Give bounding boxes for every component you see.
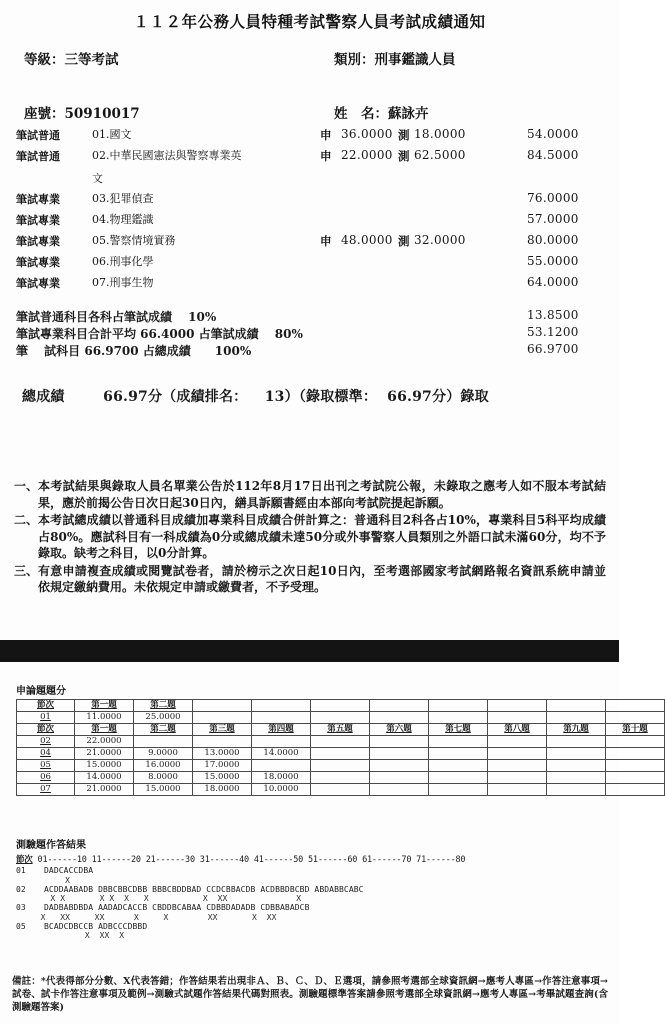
essay-table-cell: [547, 712, 606, 724]
essay-table-cell: [547, 772, 606, 784]
essay-table-cell: 22.0000: [75, 736, 134, 748]
subject-total: 64.0000: [527, 275, 579, 289]
essay-table-cell: 15.0000: [193, 772, 252, 784]
essay-table-cell: [547, 784, 606, 796]
mc-question-ruler: [16, 853, 606, 865]
summary-row: [0, 325, 619, 342]
seat-number-label: 座號：50910017: [24, 106, 140, 122]
summary-list: [0, 308, 619, 359]
essay-table-header-cell: 第八題: [488, 724, 547, 736]
mc-answer-row: [16, 885, 606, 904]
summary-row: [0, 342, 619, 359]
essay-table-header-cell: 第六題: [370, 724, 429, 736]
essay-table-cell: [606, 772, 665, 784]
essay-table-cell: 14.0000: [252, 748, 311, 760]
mc-answer-string: 03 DADBABDBDA AADADCACCB CBDDBCABAA CDBBDADADB CDBBABADCB: [16, 903, 310, 912]
essay-table-cell: [370, 772, 429, 784]
essay-table-header-cell: 第十題: [606, 724, 665, 736]
subject-category: 筆試普通: [16, 129, 60, 142]
essay-score: 48.0000: [341, 233, 393, 247]
essay-table-cell: [606, 736, 665, 748]
essay-table-cell: 21.0000: [75, 748, 134, 760]
mc-answer-row: [16, 866, 606, 885]
mc-ruler-label: 節次: [16, 855, 33, 865]
subject-name: 04.物理鑑識: [92, 213, 154, 226]
essay-score: 22.0000: [341, 148, 393, 162]
essay-table-cell: [311, 736, 370, 748]
note-number: 二、: [14, 513, 39, 527]
subject-total: 80.0000: [527, 233, 579, 247]
note-item: [14, 563, 606, 596]
mc-answer-string: 02 ACDDAABADB DBBCBBCDBB BBBCBDDBAD CCDCBBACDB ACDBBDBCBD ABDABBCABC: [16, 884, 364, 894]
mc-wrong-marks: X XX X: [16, 931, 125, 940]
essay-table-header-cell: [193, 700, 252, 712]
subject-row: [0, 232, 619, 253]
summary-value: 66.9700: [527, 342, 579, 356]
note-item: [14, 512, 606, 562]
subject-name-continuation: 文: [92, 172, 103, 185]
essay-table-cell: [547, 760, 606, 772]
essay-table-cell: [606, 784, 665, 796]
table-row: [17, 772, 665, 784]
essay-table-header-cell: 第二題: [134, 700, 193, 712]
table-row: [17, 748, 665, 760]
footer-remark: 備註：*代表得部分分數、X代表答錯；作答結果若出現非Ａ、Ｂ、Ｃ、Ｄ、Ｅ選項，請參照考選部全球資訊網→應考人專區→作答注意事項→試卷、試卡作答注意事項及範例→測驗式試題作答結果代碼對照表。測驗題標準答案請參照考選部全球資訊網→應考人專區→考畢試題查詢(含測驗題答案): [12, 976, 608, 1013]
essay-table-cell: 16.0000: [134, 760, 193, 772]
summary-value: 13.8500: [527, 308, 579, 322]
essay-table-cell: [488, 772, 547, 784]
essay-table-cell: 13.0000: [193, 748, 252, 760]
subject-category: 筆試專業: [16, 277, 60, 290]
note-item: [14, 478, 606, 511]
subject-score-list: [0, 126, 619, 295]
essay-table-cell: [370, 748, 429, 760]
essay-table-cell: 02: [17, 736, 75, 748]
essay-table-cell: [311, 712, 370, 724]
subject-row: [0, 147, 619, 168]
essay-table-cell: [252, 712, 311, 724]
mc-marker: 測: [398, 234, 410, 248]
essay-table-cell: 05: [17, 760, 75, 772]
essay-table-cell: [429, 784, 488, 796]
essay-score: 36.0000: [341, 127, 393, 141]
essay-table-header-cell: 第七題: [429, 724, 488, 736]
essay-table-cell: [488, 784, 547, 796]
subject-category: 筆試專業: [16, 256, 60, 269]
essay-table-cell: 21.0000: [75, 784, 134, 796]
essay-table-header-cell: [370, 700, 429, 712]
essay-scores-table: [16, 699, 665, 796]
essay-table-cell: [370, 760, 429, 772]
subject-name: 02.中華民國憲法與警察專業英: [92, 149, 242, 162]
table-row: [17, 760, 665, 772]
essay-table-cell: [488, 736, 547, 748]
note-text: 有意申請複查成績或閱覽試卷者，請於榜示之次日起10日內，至考選部國家考試網路報名資訊系統申請並依規定繳納費用。未依規定申請或繳費者，不予受理。: [38, 563, 606, 594]
essay-table-header-cell: [606, 700, 665, 712]
subject-name: 03.犯罪偵查: [92, 192, 154, 205]
table-row: [17, 712, 665, 724]
essay-table-header-cell: 第一題: [75, 700, 134, 712]
essay-table-cell: [547, 736, 606, 748]
note-number: 三、: [14, 563, 39, 578]
essay-table-cell: 14.0000: [75, 772, 134, 784]
grand-total-line: 總成績 66.97分（成績排名： 13）（錄取標準： 66.97分）錄取: [22, 389, 489, 405]
mc-session-number: 01: [16, 866, 26, 875]
mc-wrong-marks: X X X X X X X XX X: [16, 894, 302, 903]
mc-row-list: [16, 866, 606, 940]
page-title: １１２年公務人員特種考試警察人員考試成績通知: [133, 12, 486, 31]
mc-session-number: 05: [16, 921, 26, 931]
essay-table-header-cell: 第一題: [75, 724, 134, 736]
mc-answers-section: [16, 836, 606, 940]
subject-total: 76.0000: [527, 191, 579, 205]
summary-text: 筆試普通科目各科占筆試成績 10%: [16, 310, 217, 324]
essay-table-header-row: [17, 724, 665, 736]
summary-row: [0, 308, 619, 325]
essay-table-cell: [252, 760, 311, 772]
essay-marker: 申: [320, 128, 332, 142]
category-label: 類別：刑事鑑識人員: [334, 52, 456, 68]
essay-table-cell: 17.0000: [193, 760, 252, 772]
essay-table-cell: [488, 712, 547, 724]
essay-table-cell: 11.0000: [75, 712, 134, 724]
essay-table-cell: [606, 748, 665, 760]
mc-wrong-marks: X: [16, 875, 71, 885]
summary-text: 筆 試科目 66.9700 占總成績 100%: [16, 344, 252, 358]
mc-section-title: 測驗題作答結果: [16, 840, 86, 851]
essay-table-header-cell: 第五題: [311, 724, 370, 736]
summary-value: 53.1200: [527, 325, 579, 339]
essay-scores-section: [16, 682, 648, 796]
mc-session-number: 02: [16, 884, 26, 894]
examinee-name-label: 姓 名：蘇詠卉: [334, 106, 429, 122]
essay-table-cell: [606, 712, 665, 724]
essay-section-title: 申論題題分: [16, 686, 66, 697]
essay-table-cell: 15.0000: [134, 784, 193, 796]
essay-table-header-row: [17, 700, 665, 712]
essay-table-header-cell: 第三題: [193, 724, 252, 736]
subject-name: 01.國文: [92, 128, 132, 141]
essay-table-header-cell: 第四題: [252, 724, 311, 736]
subject-row: [0, 126, 619, 147]
essay-table-cell: 10.0000: [252, 784, 311, 796]
essay-table-header-cell: [311, 700, 370, 712]
essay-table-header-cell: [547, 700, 606, 712]
essay-table-header-cell: 節次: [17, 724, 75, 736]
note-number: 一、: [14, 479, 39, 493]
subject-row: [0, 274, 619, 295]
subject-name: 06.刑事化學: [92, 255, 154, 268]
subject-category: 筆試普通: [16, 150, 60, 163]
essay-table-cell: [429, 748, 488, 760]
mc-score: 32.0000: [414, 233, 466, 247]
essay-table-cell: [311, 772, 370, 784]
grade-label: 等級：三等考試: [24, 52, 119, 68]
essay-table-cell: [429, 712, 488, 724]
section-separator-band: [0, 640, 619, 662]
essay-table-cell: [134, 736, 193, 748]
subject-total: 54.0000: [527, 127, 579, 141]
table-row: [17, 784, 665, 796]
subject-name: 07.刑事生物: [92, 276, 154, 289]
mc-score: 62.5000: [414, 148, 466, 162]
mc-marker: 測: [398, 149, 410, 163]
essay-table-cell: [488, 760, 547, 772]
essay-marker: 申: [320, 149, 332, 163]
essay-table-cell: [429, 772, 488, 784]
subject-name: 05.警察情境實務: [92, 234, 176, 247]
subject-total: 84.5000: [527, 148, 579, 162]
essay-table-cell: [370, 712, 429, 724]
essay-table-cell: 9.0000: [134, 748, 193, 760]
essay-table-cell: 04: [17, 748, 75, 760]
essay-table-cell: 15.0000: [75, 760, 134, 772]
essay-table-cell: [606, 760, 665, 772]
essay-marker: 申: [320, 234, 332, 248]
essay-table-cell: 25.0000: [134, 712, 193, 724]
essay-table-cell: 07: [17, 784, 75, 796]
essay-table-cell: [429, 760, 488, 772]
mc-answer-string: 05 BCADCDBCCB ADBCCCDBBD: [16, 921, 148, 931]
note-text: 本考試結果與錄取人員名單業公告於112年8月17日出刊之考試院公報，未錄取之應考人如不服本考試結果，應於前揭公告日次日起30日內，繕具訴願書經由本部向考試院提起訴願。: [38, 479, 606, 510]
essay-table-cell: [488, 748, 547, 760]
subject-row: [0, 211, 619, 232]
subject-total: 57.0000: [527, 212, 579, 226]
essay-table-cell: 18.0000: [252, 772, 311, 784]
mc-marker: 測: [398, 128, 410, 142]
subject-row: [0, 190, 619, 211]
essay-table-cell: 01: [17, 712, 75, 724]
mc-ruler-scale: 01------10 11------20 21------30 31------40 41------50 51------60 61------70 71------80: [32, 855, 466, 865]
essay-table-cell: 06: [17, 772, 75, 784]
note-text: 本考試總成績以普通科目成績加專業科目成績合併計算之：普通科目2科各占10%，專業科目5科平均成績占80%。應試科目有一科成績為0分或總成績未達50分或外事警察人員類別之外語口試未滿60分，均不予錄取。缺考之科目，以0分計算。: [38, 513, 606, 560]
mc-score: 18.0000: [414, 127, 466, 141]
notes-list: [14, 478, 606, 597]
essay-table-cell: [370, 784, 429, 796]
subject-name-wrap-row: [0, 168, 619, 190]
mc-session-number: 03: [16, 903, 26, 912]
subject-category: 筆試專業: [16, 193, 60, 206]
essay-table-cell: [370, 736, 429, 748]
mc-answer-string: 01 DADCACCDBA: [16, 866, 94, 875]
subject-row: [0, 253, 619, 274]
subject-total: 55.0000: [527, 254, 579, 268]
mc-answer-row: [16, 922, 606, 941]
essay-table-cell: [311, 748, 370, 760]
essay-table-cell: 8.0000: [134, 772, 193, 784]
essay-table-header-cell: [429, 700, 488, 712]
essay-table-cell: [193, 736, 252, 748]
subject-category: 筆試專業: [16, 214, 60, 227]
summary-text: 筆試專業科目合計平均 66.4000 占筆試成績 80%: [16, 327, 303, 341]
mc-wrong-marks: X XX XX X X XX X XX: [16, 912, 277, 922]
subject-category: 筆試專業: [16, 235, 60, 248]
essay-table-cell: [547, 748, 606, 760]
mc-answer-row: [16, 903, 606, 922]
essay-table-header-cell: [488, 700, 547, 712]
essay-table-cell: [311, 784, 370, 796]
essay-table-cell: [429, 736, 488, 748]
essay-table-header-cell: 第九題: [547, 724, 606, 736]
essay-table-header-cell: [252, 700, 311, 712]
essay-table-cell: [311, 760, 370, 772]
essay-table-cell: [252, 736, 311, 748]
essay-table-header-cell: 節次: [17, 700, 75, 712]
essay-table-cell: 18.0000: [193, 784, 252, 796]
essay-table-header-cell: 第二題: [134, 724, 193, 736]
essay-table-cell: [193, 712, 252, 724]
table-row: [17, 736, 665, 748]
